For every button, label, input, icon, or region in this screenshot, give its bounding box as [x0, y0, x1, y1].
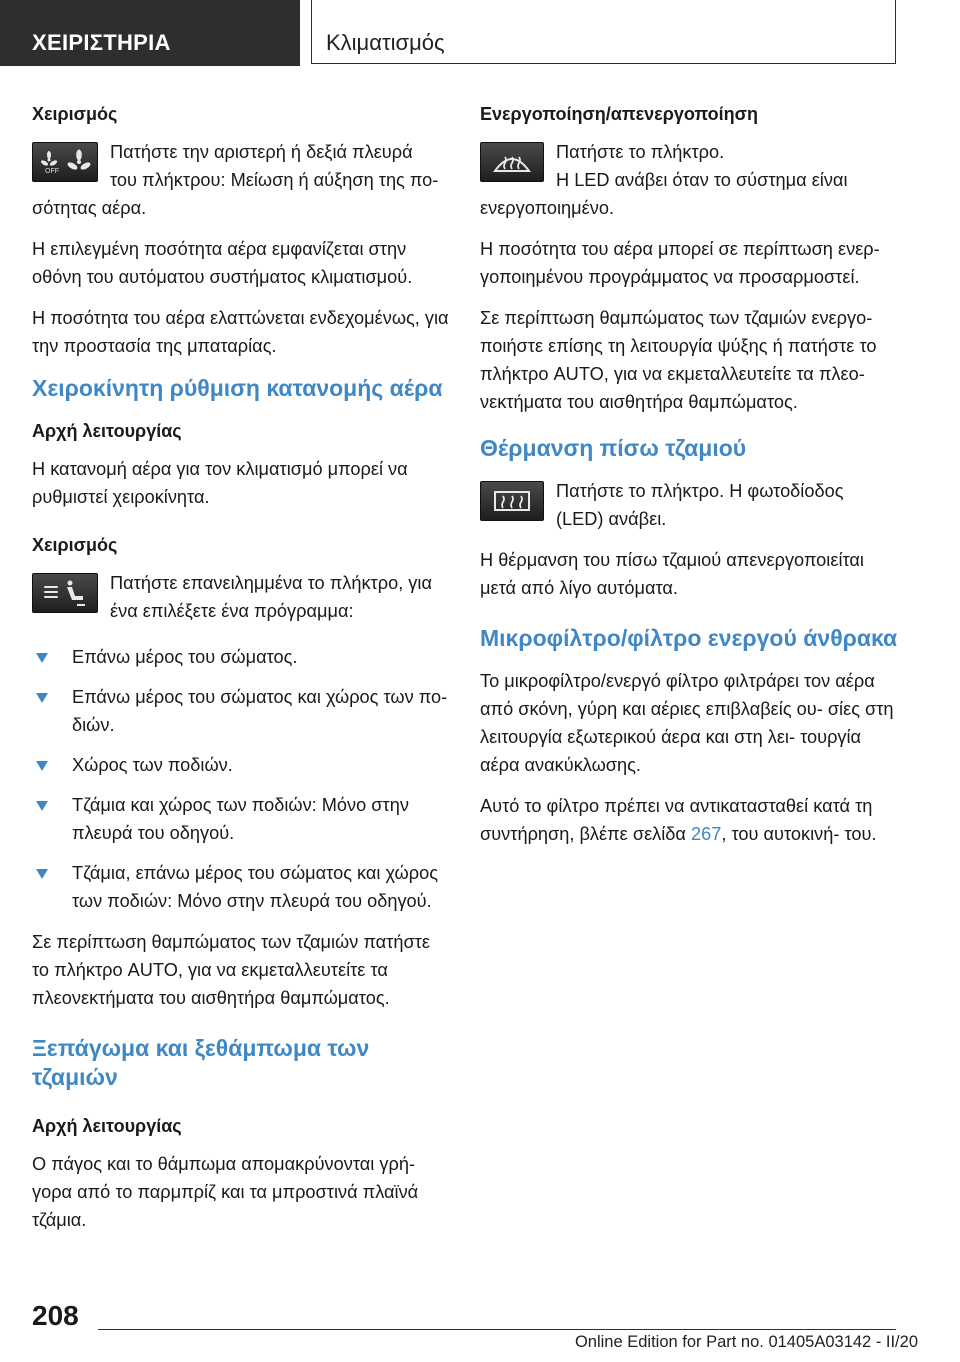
heading-activate: Ενεργοποίηση/απενεργοποίηση: [480, 104, 758, 124]
front-text-line-3: ενεργοποιημένο.: [480, 198, 615, 218]
front-defrost-button-icon: [480, 142, 544, 182]
fan-text-line-1: Πατήστε την αριστερή ή δεξιά πλευρά: [110, 142, 413, 162]
front-defrost-instruction: [480, 138, 898, 222]
heading-principle-2: Αρχή λειτουργίας: [32, 1116, 182, 1136]
rear-heating-instruction: [480, 477, 898, 533]
chapter-title: Κλιματισμός: [311, 0, 896, 64]
fan-text-line-2: του πλήκτρου: Μείωση ή αύξηση της πο-: [110, 170, 439, 190]
section-tab: ΧΕΙΡΙΣΤΗΡΙΑ: [0, 0, 300, 66]
fan-speed-button-icon: [32, 142, 98, 182]
heading-filter: Μικροφίλτρο/φίλτρο ενεργού άνθρακα: [480, 625, 898, 651]
bullet-triangle-icon: [36, 693, 48, 703]
fan-off-label: OFF: [45, 168, 59, 175]
distribution-text-line-1: Πατήστε επανειλημμένα το πλήκτρο, για: [110, 573, 432, 593]
program-list: [32, 643, 450, 915]
air-distribution-button-icon: [32, 573, 98, 613]
list-item: Τζάμια και χώρος των ποδιών: Μόνο στην πλευρά του οδηγού.: [32, 791, 450, 847]
rear-text-line-1: Πατήστε το πλήκτρο. Η φωτοδίοδος: [556, 481, 844, 501]
defrost-paragraph: Ο πάγος και το θάμπωμα απομακρύνονται γρή- γορα από το παρμπρίζ και τα μπροστινά πλαϊνά τζάμια.: [32, 1154, 419, 1230]
distribution-instruction: [32, 569, 450, 625]
right-column: [480, 100, 898, 861]
list-item: Χώρος των ποδιών.: [32, 751, 450, 779]
edition-info: Online Edition for Part no. 01405A03142 - II/20: [574, 1333, 918, 1351]
cooling-paragraph: Σε περίπτωση θαμπώματος των τζαμιών ενεργο- ποιήστε επίσης τη λειτουργία ψύξης ή πατήστε το πλήκτρο AUTO, για να εκμεταλλευτείτε τα πλεο- νεκτήματα του αισθητήρα θαμπώματος.: [480, 308, 877, 412]
fogging-auto-paragraph: Σε περίπτωση θαμπώματος των τζαμιών πατήστε το πλήκτρο AUTO, για να εκμεταλλευτείτε τα πλεονεκτήματα του αισθητήρα θαμπώματος.: [32, 932, 430, 1008]
footer-divider: [98, 1329, 896, 1330]
rear-off-paragraph: Η θέρμανση του πίσω τζαμιού απενεργοποιείται μετά από λίγο αυτόματα.: [480, 550, 864, 598]
distribution-paragraph: Η κατανομή αέρα για τον κλιματισμό μπορεί να ρυθμιστεί χειροκίνητα.: [32, 459, 408, 507]
replace-paragraph: Αυτό το φίλτρο πρέπει να αντικατασταθεί κατά τη συντήρηση, βλέπε σελίδα 267, του αυτοκινή- του.: [480, 796, 877, 844]
program-paragraph: Η ποσότητα του αέρα μπορεί σε περίπτωση ενερ- γοποιημένου προγράμματος να προσαρμοστεί.: [480, 239, 880, 287]
heading-manual-distribution: Χειροκίνητη ρύθμιση κατανομής αέρα: [32, 375, 443, 401]
bullet-triangle-icon: [36, 869, 48, 879]
bullet-triangle-icon: [36, 801, 48, 811]
distribution-text-line-2: ένα επιλέξετε ένα πρόγραμμα:: [110, 601, 354, 621]
page-link[interactable]: 267: [691, 824, 722, 844]
list-item: Επάνω μέρος του σώματος και χώρος των πο- διών.: [32, 683, 450, 739]
page-number: 208: [32, 1300, 79, 1331]
left-column: [32, 100, 450, 1247]
front-text-line-1: Πατήστε το πλήκτρο.: [556, 142, 725, 162]
heading-operation-2: Χειρισμός: [32, 535, 118, 555]
front-text-line-2: Η LED ανάβει όταν το σύστημα είναι: [556, 170, 848, 190]
list-item: Επάνω μέρος του σώματος.: [32, 643, 450, 671]
rear-text-line-2: (LED) ανάβει.: [556, 509, 667, 529]
heading-principle: Αρχή λειτουργίας: [32, 421, 182, 441]
list-item: Τζάμια, επάνω μέρος του σώματος και χώρος των ποδιών: Μόνο στην πλευρά του οδηγού.: [32, 859, 450, 915]
display-paragraph: Η επιλεγμένη ποσότητα αέρα εμφανίζεται στην οθόνη του αυτόματου συστήματος κλιματισμού.: [32, 239, 413, 287]
bullet-triangle-icon: [36, 653, 48, 663]
filter-paragraph: Το μικροφίλτρο/ενεργό φίλτρο φιλτράρει τον αέρα από σκόνη, γύρη και αέριες επιβλαβείς ου- σίες στη λειτουργία εξωτερικού άερα και στη λει- τουργία αέρα ανακύκλωσης.: [480, 671, 894, 775]
bullet-triangle-icon: [36, 761, 48, 771]
fan-text-line-3: σότητας αέρα.: [32, 198, 147, 218]
heading-defrost: Ξεπάγωμα και ξεθάμπωμα των τζαμιών: [32, 1035, 370, 1090]
heading-rear-heating: Θέρμανση πίσω τζαμιού: [480, 435, 747, 461]
fan-speed-instruction: [32, 138, 450, 222]
battery-paragraph: Η ποσότητα του αέρα ελαττώνεται ενδεχομένως, για την προστασία της μπαταρίας.: [32, 308, 449, 356]
rear-window-heating-button-icon: [480, 481, 544, 521]
heading-operation: Χειρισμός: [32, 104, 118, 124]
